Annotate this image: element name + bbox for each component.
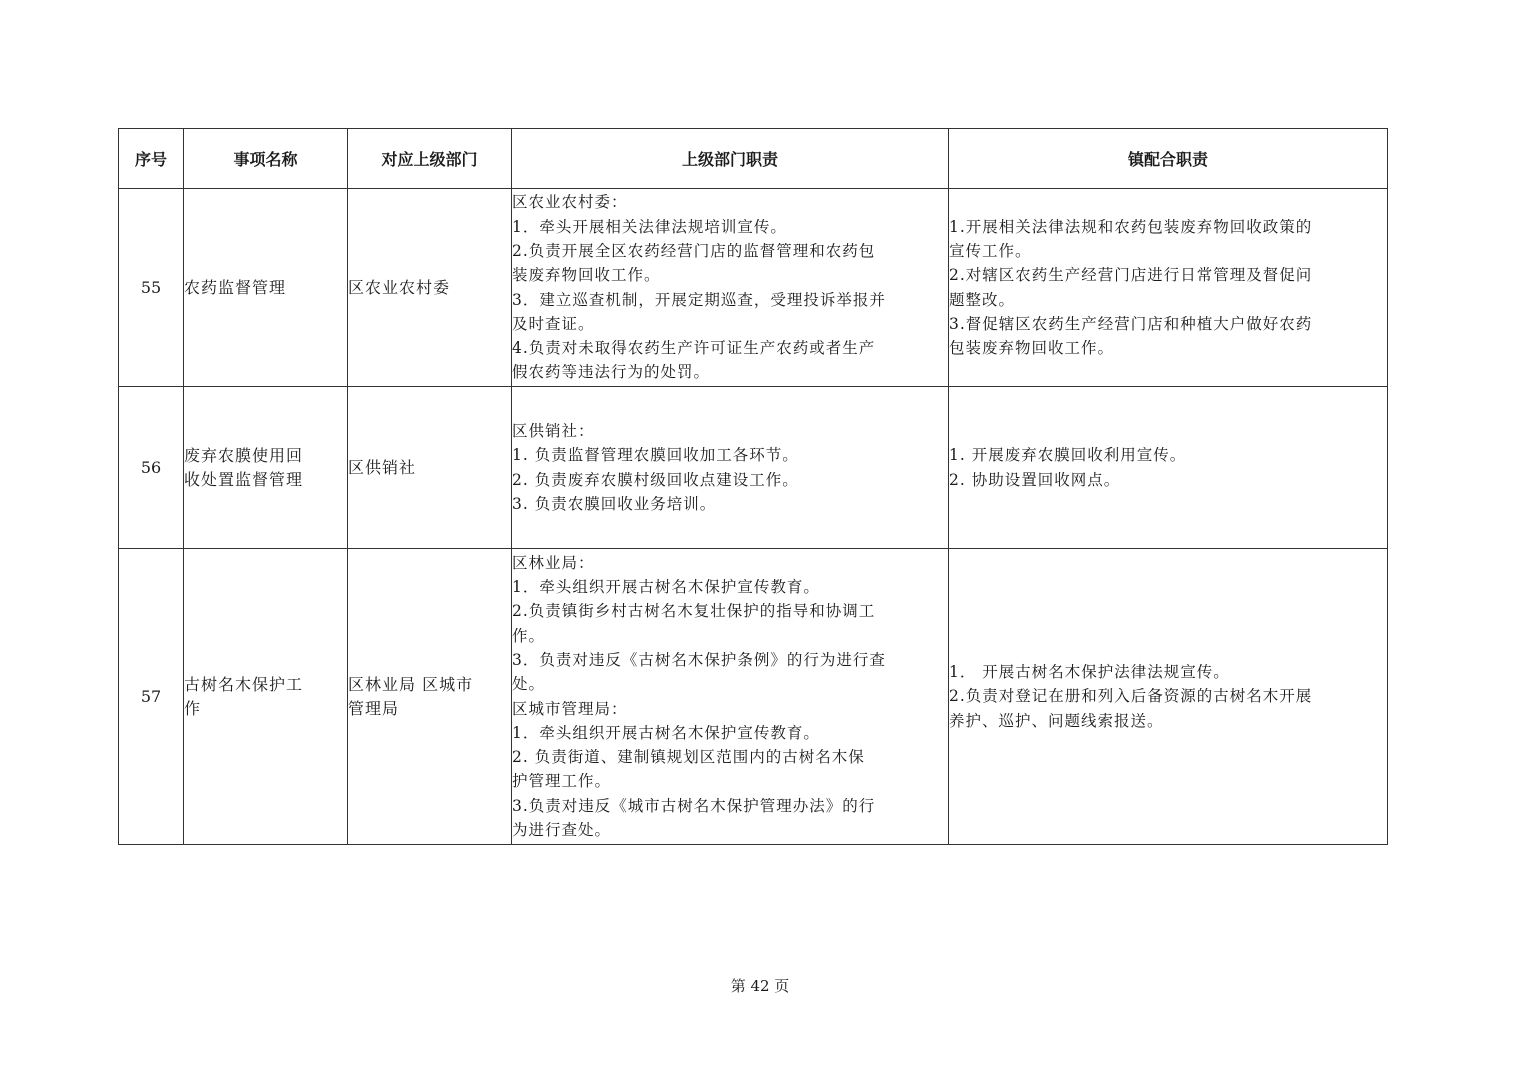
header-upper-dept: 对应上级部门 <box>348 129 512 189</box>
cell-line: 装废弃物回收工作。 <box>512 266 661 285</box>
cell-line: 为进行查处。 <box>512 820 612 839</box>
table-row <box>119 387 1388 549</box>
cell-line: 区供销社 <box>348 457 417 477</box>
cell-town-duty <box>949 189 1388 387</box>
cell-line: 古树名木保护工 <box>184 674 304 694</box>
cell-line: 3．负责对违反《古树名木保护条例》的行为进行查 <box>512 650 886 669</box>
table-row <box>119 189 1388 387</box>
cell-line: 管理局 <box>348 698 400 718</box>
cell-upper-duty <box>512 549 949 845</box>
cell-line: 农药监督管理 <box>184 277 287 297</box>
cell-line: 废弃农膜使用回 <box>184 445 304 465</box>
cell-line: 假农药等违法行为的处罚。 <box>512 363 711 382</box>
cell-line: 4.负责对未取得农药生产许可证生产农药或者生产 <box>512 339 876 358</box>
cell-line: 2.负责对登记在册和列入后备资源的古树名木开展 <box>949 687 1313 706</box>
header-no: 序号 <box>119 129 184 189</box>
page-number: 第 42 页 <box>730 977 790 995</box>
header-upper-duty: 上级部门职责 <box>512 129 949 189</box>
cell-line: 3．建立巡查机制，开展定期巡查，受理投诉举报并 <box>512 290 886 309</box>
cell-line: 题整改。 <box>949 290 1016 309</box>
cell-item-name <box>184 549 348 845</box>
cell-no: 55 <box>119 189 184 387</box>
cell-upper-dept <box>348 549 512 845</box>
cell-item-name <box>184 387 348 549</box>
cell-line: 作 <box>184 698 202 718</box>
cell-line: 处。 <box>512 675 546 694</box>
cell-line: 1．牵头组织开展古树名木保护宣传教育。 <box>512 578 820 597</box>
cell-line: 1．牵头开展相关法律法规培训宣传。 <box>512 217 787 236</box>
header-town-duty: 镇配合职责 <box>949 129 1388 189</box>
cell-line: 区农业农村委： <box>512 193 628 212</box>
cell-line: 1.开展相关法律法规和农药包装废弃物回收政策的 <box>949 217 1313 236</box>
cell-line: 区农业农村委 <box>348 277 451 297</box>
cell-line: 2. 负责废弃农膜村级回收点建设工作。 <box>512 470 799 489</box>
table-header-row <box>119 129 1388 189</box>
cell-line: 2.负责镇街乡村古树名木复壮保护的指导和协调工 <box>512 602 876 621</box>
cell-upper-duty <box>512 189 949 387</box>
cell-line: 包装废弃物回收工作。 <box>949 339 1115 358</box>
table-row <box>119 549 1388 845</box>
cell-line: 2. 负责街道、建制镇规划区范围内的古树名木保 <box>512 748 865 767</box>
cell-line: 1. 开展废弃农膜回收利用宣传。 <box>949 446 1187 465</box>
cell-line: 养护、巡护、问题线索报送。 <box>949 711 1164 730</box>
cell-line: 区城市管理局： <box>512 699 628 718</box>
cell-line: 3.负责对违反《城市古树名木保护管理办法》的行 <box>512 796 876 815</box>
cell-town-duty <box>949 387 1388 549</box>
cell-line: 1． 开展古树名木保护法律法规宣传。 <box>949 663 1230 682</box>
cell-line: 及时查证。 <box>512 314 595 333</box>
cell-line: 1. 负责监督管理农膜回收加工各环节。 <box>512 446 799 465</box>
cell-line: 区林业局 区城市 <box>348 674 474 694</box>
duty-table <box>118 128 1388 845</box>
cell-upper-dept <box>348 189 512 387</box>
cell-line: 2. 协助设置回收网点。 <box>949 470 1121 489</box>
cell-line: 作。 <box>512 626 546 645</box>
cell-line: 2.负责开展全区农药经营门店的监督管理和农药包 <box>512 241 876 260</box>
cell-line: 区供销社： <box>512 421 595 440</box>
cell-no: 56 <box>119 387 184 549</box>
cell-upper-dept <box>348 387 512 549</box>
cell-line: 收处置监督管理 <box>184 469 304 489</box>
cell-town-duty <box>949 549 1388 845</box>
cell-line: 宣传工作。 <box>949 241 1032 260</box>
cell-line: 区林业局： <box>512 553 595 572</box>
cell-line: 3. 负责农膜回收业务培训。 <box>512 494 717 513</box>
cell-line: 2.对辖区农药生产经营门店进行日常管理及督促问 <box>949 266 1313 285</box>
cell-item-name <box>184 189 348 387</box>
cell-line: 3.督促辖区农药生产经营门店和种植大户做好农药 <box>949 314 1313 333</box>
header-item-name: 事项名称 <box>184 129 348 189</box>
cell-upper-duty <box>512 387 949 549</box>
cell-line: 1．牵头组织开展古树名木保护宣传教育。 <box>512 723 820 742</box>
cell-line: 护管理工作。 <box>512 772 612 791</box>
cell-no: 57 <box>119 549 184 845</box>
